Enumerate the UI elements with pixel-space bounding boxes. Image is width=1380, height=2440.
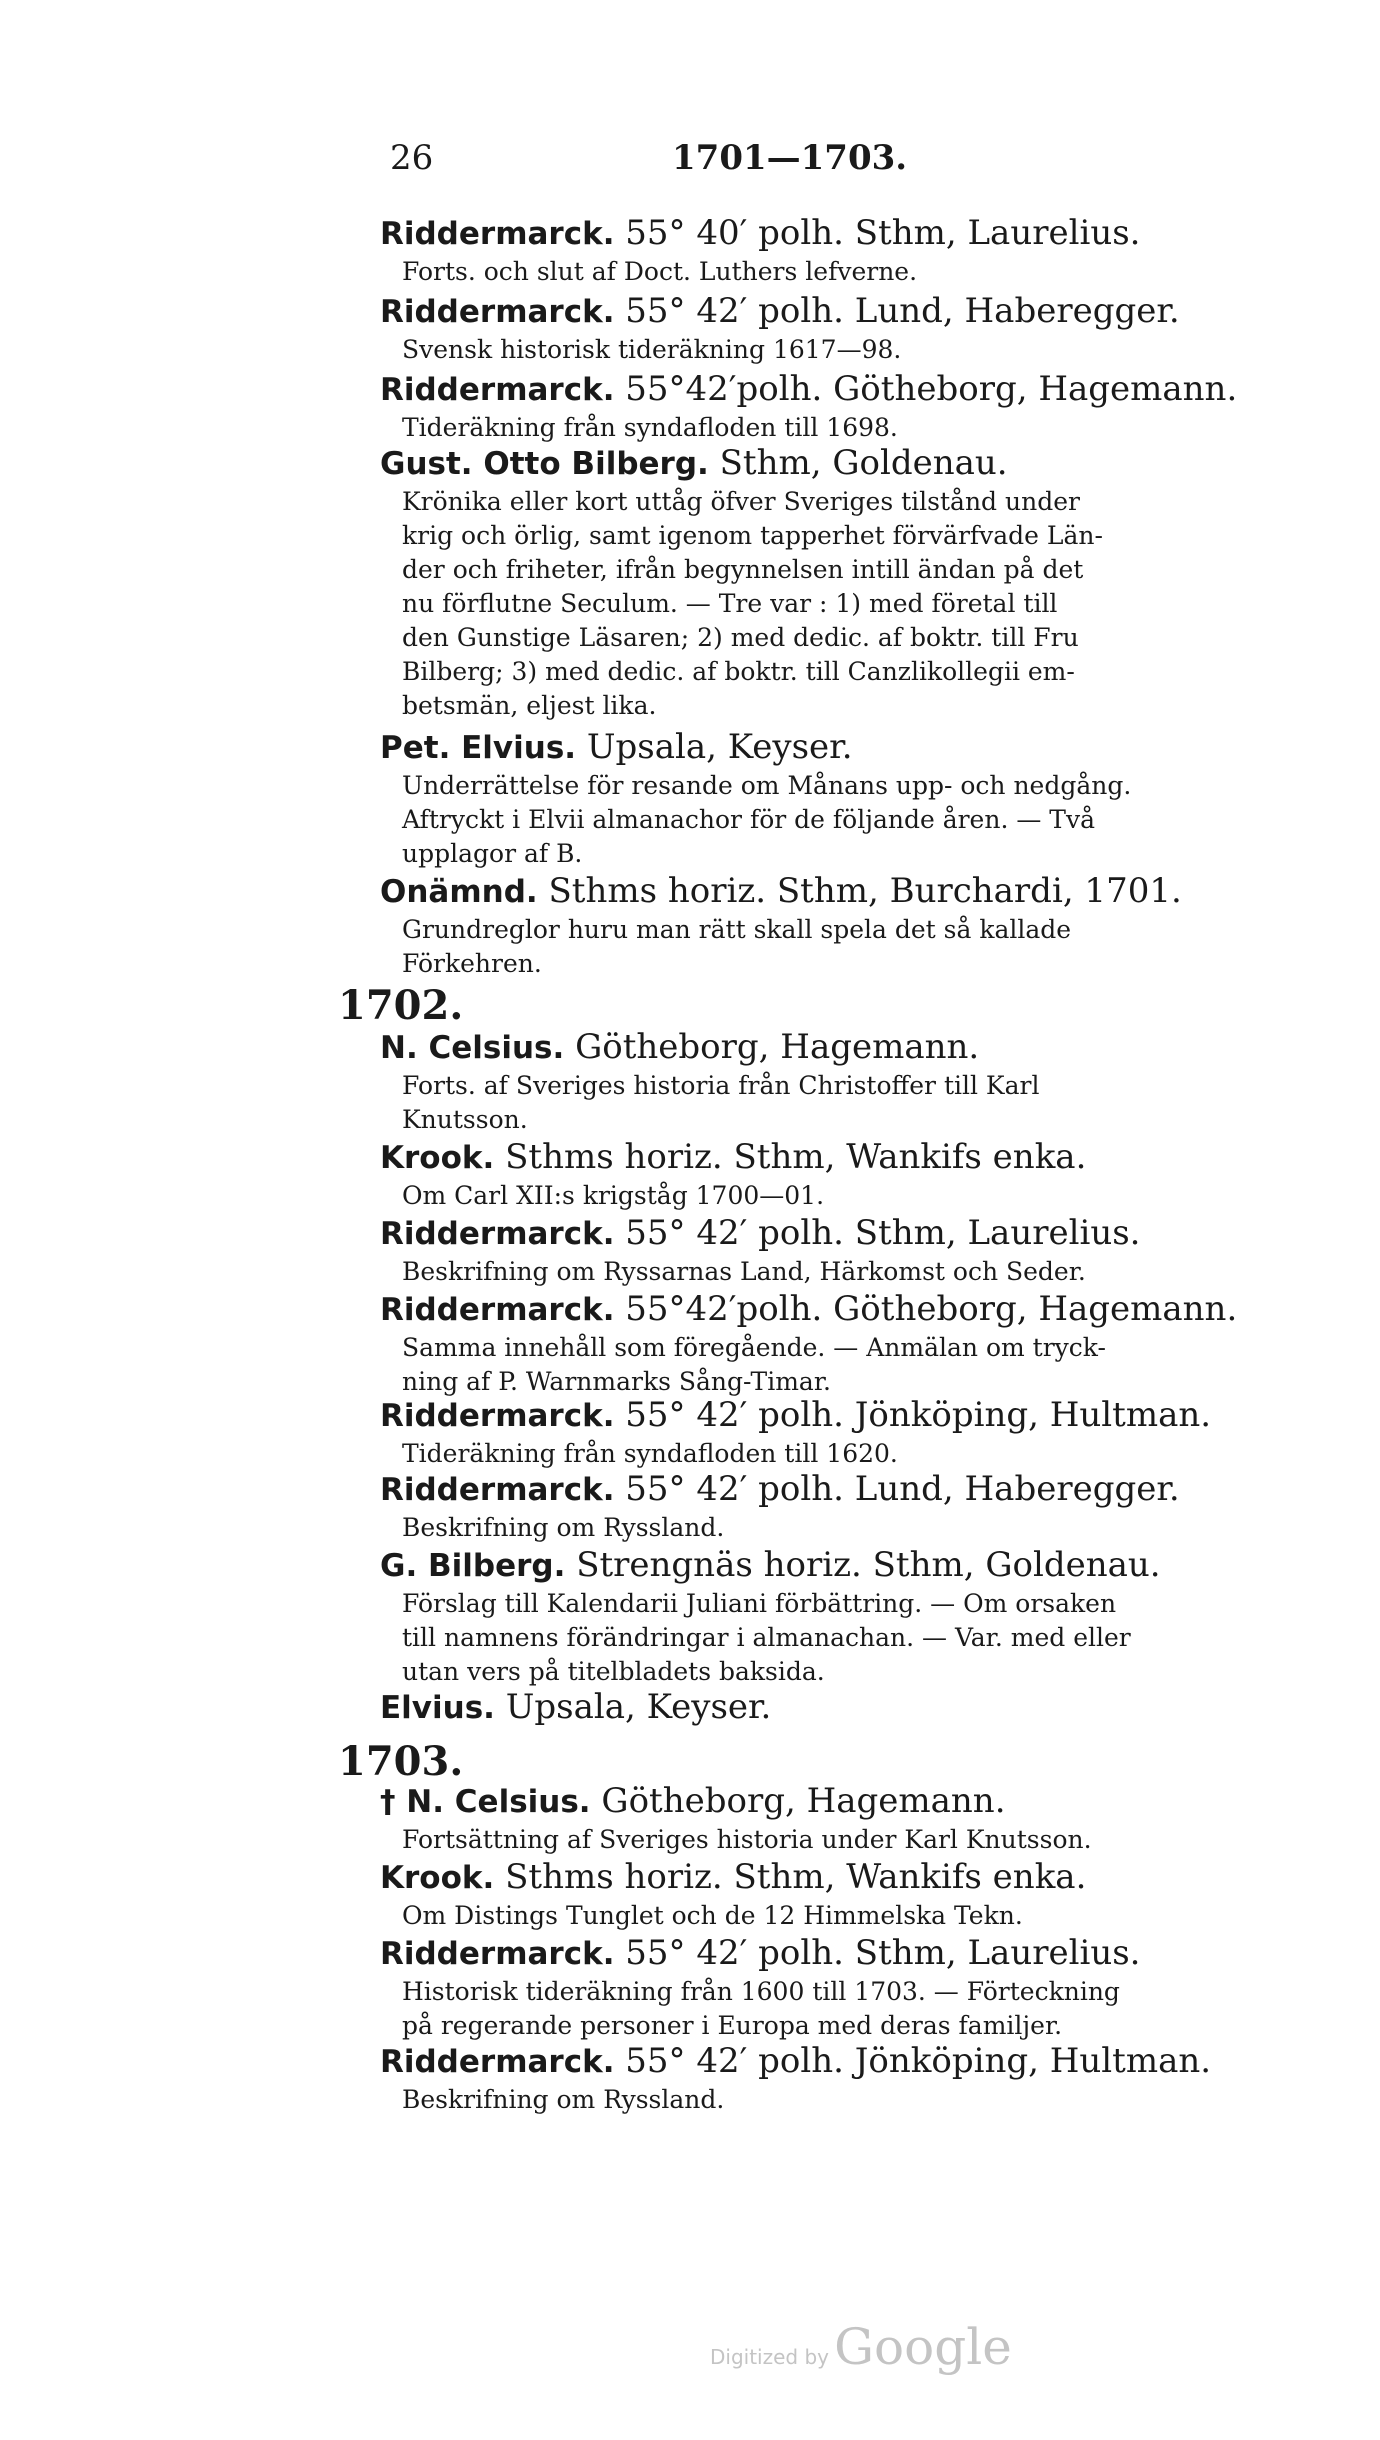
entry-imprint: Sthm, Goldenau. [719, 443, 1008, 483]
entry-imprint: Sthms horiz. Sthm, Wankifs enka. [505, 1137, 1087, 1177]
entry-line: Grundreglor huru man rätt skall spela det så kallade [402, 915, 1072, 944]
entry-line: Historisk tideräkning från 1600 till 1703. — Förteckning [402, 1977, 1120, 2006]
entry-line: upplagor af B. [402, 839, 583, 868]
entry [380, 2040, 1220, 2117]
entry-author: N. Celsius. [380, 1030, 565, 1066]
entry-imprint: Sthms horiz. Sthm, Burchardi, 1701. [548, 871, 1182, 911]
entry [380, 1780, 1220, 1857]
entry-imprint: 55° 42′ polh. Lund, Haberegger. [625, 291, 1180, 331]
entry-line: Tideräkning från syndafloden till 1698. [402, 413, 898, 442]
entry-author: Pet. Elvius. [380, 730, 577, 766]
entry-author: Gust. Otto Bilberg. [380, 446, 709, 482]
entry [380, 1136, 1220, 1213]
entry-imprint: 55° 42′ polh. Jönköping, Hultman. [625, 1395, 1212, 1435]
entry-line: Beskrifning om Ryssland. [402, 2085, 725, 2114]
entry [380, 212, 1220, 289]
entry-line: Svensk historisk tideräkning 1617—98. [402, 335, 902, 364]
digitized-watermark [710, 2318, 1012, 2376]
entry-imprint: 55° 42′ polh. Sthm, Laurelius. [625, 1213, 1141, 1253]
entry-author: Riddermarck. [380, 1472, 615, 1508]
entry [380, 1544, 1220, 1689]
entry-imprint: 55°42′polh. Götheborg, Hagemann. [625, 1289, 1238, 1329]
entry [380, 368, 1238, 445]
entry [380, 1932, 1220, 2043]
entry-line: Bilberg; 3) med dedic. af boktr. till Canzlikollegii em- [402, 657, 1075, 686]
entry-line: Fortsättning af Sveriges historia under Karl Knutsson. [402, 1825, 1092, 1854]
entry-line: ning af P. Warnmarks Sång-Timar. [402, 1367, 831, 1396]
entry-author: Riddermarck. [380, 372, 615, 408]
entry-line: Beskrifning om Ryssarnas Land, Härkomst och Seder. [402, 1257, 1086, 1286]
entry-line: den Gunstige Läsaren; 2) med dedic. af boktr. till Fru [402, 623, 1079, 652]
entry-line: Tideräkning från syndafloden till 1620. [402, 1439, 898, 1468]
entry-author: Riddermarck. [380, 1936, 615, 1972]
entry-author: Riddermarck. [380, 2044, 615, 2080]
year-heading-1703: 1703. [338, 1738, 464, 1785]
entry [380, 1468, 1220, 1545]
entry [380, 726, 1220, 871]
entry-line: Aftryckt i Elvii almanachor för de följande åren. — Två [402, 805, 1095, 834]
entry-author: Elvius. [380, 1690, 495, 1726]
entry-line: betsmän, eljest lika. [402, 691, 657, 720]
entry-author: † N. Celsius. [380, 1784, 591, 1820]
watermark-prefix: Digitized by [710, 2345, 829, 2369]
entry-line: Samma innehåll som föregående. — Anmälan om tryck- [402, 1333, 1106, 1362]
entry-line: utan vers på titelbladets baksida. [402, 1657, 825, 1686]
entry [380, 290, 1220, 367]
entry-line: Underrättelse för resande om Månans upp- och nedgång. [402, 771, 1132, 800]
entry-line: Om Carl XII:s krigståg 1700—01. [402, 1181, 825, 1210]
entry-imprint: 55°42′polh. Götheborg, Hagemann. [625, 369, 1238, 409]
entry-imprint: 55° 42′ polh. Jönköping, Hultman. [625, 2041, 1212, 2081]
entry [380, 1686, 1220, 1729]
entry-author: Riddermarck. [380, 294, 615, 330]
google-logo: Google [834, 2318, 1012, 2376]
entry-line: der och friheter, ifrån begynnelsen intill ändan på det [402, 555, 1084, 584]
entry-line: Forts. af Sveriges historia från Christoffer till Karl [402, 1071, 1040, 1100]
entry-imprint: Upsala, Keyser. [586, 727, 853, 767]
entry-line: Om Distings Tunglet och de 12 Himmelska Tekn. [402, 1901, 1023, 1930]
entry-imprint: Upsala, Keyser. [505, 1687, 772, 1727]
entry-imprint: 55° 42′ polh. Lund, Haberegger. [625, 1469, 1180, 1509]
page-number: 26 [390, 138, 434, 178]
entry [380, 1212, 1220, 1289]
entry-author: Riddermarck. [380, 1216, 615, 1252]
entry-line: Beskrifning om Ryssland. [402, 1513, 725, 1542]
entry-imprint: 55° 42′ polh. Sthm, Laurelius. [625, 1933, 1141, 1973]
running-head: 1701—1703. [672, 138, 908, 178]
entry-imprint: 55° 40′ polh. Sthm, Laurelius. [625, 213, 1141, 253]
entry-line: Krönika eller kort uttåg öfver Sveriges tilstånd under [402, 487, 1080, 516]
entry [380, 1856, 1220, 1933]
entry-author: Onämnd. [380, 874, 538, 910]
entry-line: krig och örlig, samt igenom tapperhet förvärfvade Län- [402, 521, 1103, 550]
entry [380, 1288, 1238, 1399]
entry-line: Förkehren. [402, 949, 542, 978]
entry-line: Knutsson. [402, 1105, 528, 1134]
entry-author: Riddermarck. [380, 216, 615, 252]
entry-author: Riddermarck. [380, 1398, 615, 1434]
entry-line: till namnens förändringar i almanachan. — Var. med eller [402, 1623, 1131, 1652]
entry-line: nu förflutne Seculum. — Tre var : 1) med företal till [402, 589, 1058, 618]
entry-author: Krook. [380, 1860, 495, 1896]
entry-imprint: Sthms horiz. Sthm, Wankifs enka. [505, 1857, 1087, 1897]
entry-line: Forts. och slut af Doct. Luthers lefverne. [402, 257, 918, 286]
entry-line: Förslag till Kalendarii Juliani förbättring. — Om orsaken [402, 1589, 1117, 1618]
entry-line: på regerande personer i Europa med deras familjer. [402, 2011, 1063, 2040]
entry-author: Riddermarck. [380, 1292, 615, 1328]
entry-imprint: Strengnäs horiz. Sthm, Goldenau. [576, 1545, 1161, 1585]
entry [380, 870, 1220, 981]
entry-author: Krook. [380, 1140, 495, 1176]
entry-imprint: Götheborg, Hagemann. [601, 1781, 1006, 1821]
year-heading-1702: 1702. [338, 982, 464, 1029]
entry [380, 1026, 1220, 1137]
entry [380, 1394, 1220, 1471]
entry [380, 442, 1220, 723]
page-header [390, 138, 1030, 188]
entry-imprint: Götheborg, Hagemann. [575, 1027, 980, 1067]
entry-author: G. Bilberg. [380, 1548, 566, 1584]
